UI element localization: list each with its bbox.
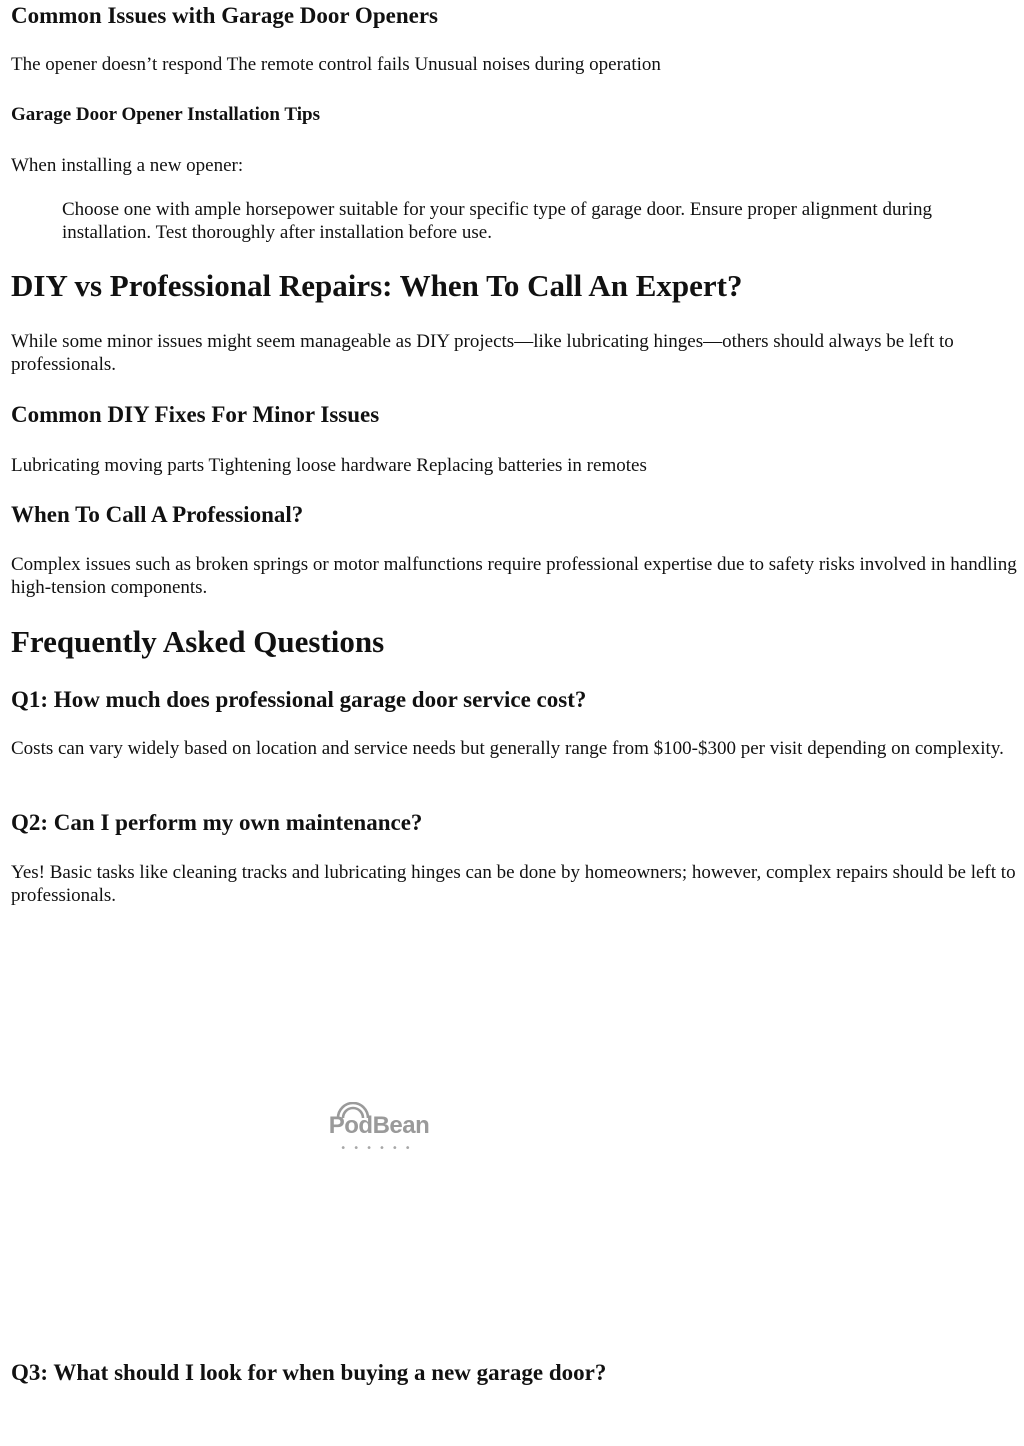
podcast-embed-player[interactable] — [11, 930, 731, 1330]
podbean-logo — [319, 1102, 439, 1158]
call-pro-heading: When To Call A Professional? — [11, 502, 304, 527]
common-issues-heading: Common Issues with Garage Door Openers — [11, 3, 438, 28]
podbean-logo-text: PodBean — [328, 1112, 430, 1139]
diy-fixes-text: Lubricating moving parts Tightening loose hardware Replacing batteries in remotes — [11, 455, 647, 476]
common-issues-text: The opener doesn’t respond The remote control fails Unusual noises during operation — [11, 54, 661, 75]
faq-heading: Frequently Asked Questions — [11, 624, 385, 659]
install-intro-text: When installing a new opener: — [11, 155, 244, 176]
faq-q1-heading: Q1: How much does professional garage door service cost? — [11, 687, 587, 712]
loading-dots-icon: •••••• — [340, 1143, 418, 1154]
diy-fixes-heading: Common DIY Fixes For Minor Issues — [11, 402, 380, 427]
install-tips-quote: Choose one with ample horsepower suitable for your specific type of garage door. Ensure proper alignment during installation. Test thoroughly after installation before use. — [62, 199, 933, 243]
faq-q2-answer: Yes! Basic tasks like cleaning tracks and lubricating hinges can be done by homeowners; however, complex repairs should be left to professionals. — [11, 862, 1016, 906]
diy-vs-pro-text: While some minor issues might seem manageable as DIY projects—like lubricating hinges—others should always be left to professionals. — [11, 331, 954, 375]
diy-vs-pro-heading: DIY vs Professional Repairs: When To Call An Expert? — [11, 268, 743, 303]
faq-q3-heading: Q3: What should I look for when buying a new garage door? — [11, 1360, 607, 1385]
call-pro-text: Complex issues such as broken springs or motor malfunctions require professional expertise due to safety risks involved in handling high-tension components. — [11, 554, 1017, 598]
faq-q2-heading: Q2: Can I perform my own maintenance? — [11, 810, 423, 835]
install-tips-heading: Garage Door Opener Installation Tips — [11, 104, 320, 125]
faq-q1-answer: Costs can vary widely based on location and service needs but generally range from $100-$300 per visit depending on complexity. — [11, 738, 1004, 759]
